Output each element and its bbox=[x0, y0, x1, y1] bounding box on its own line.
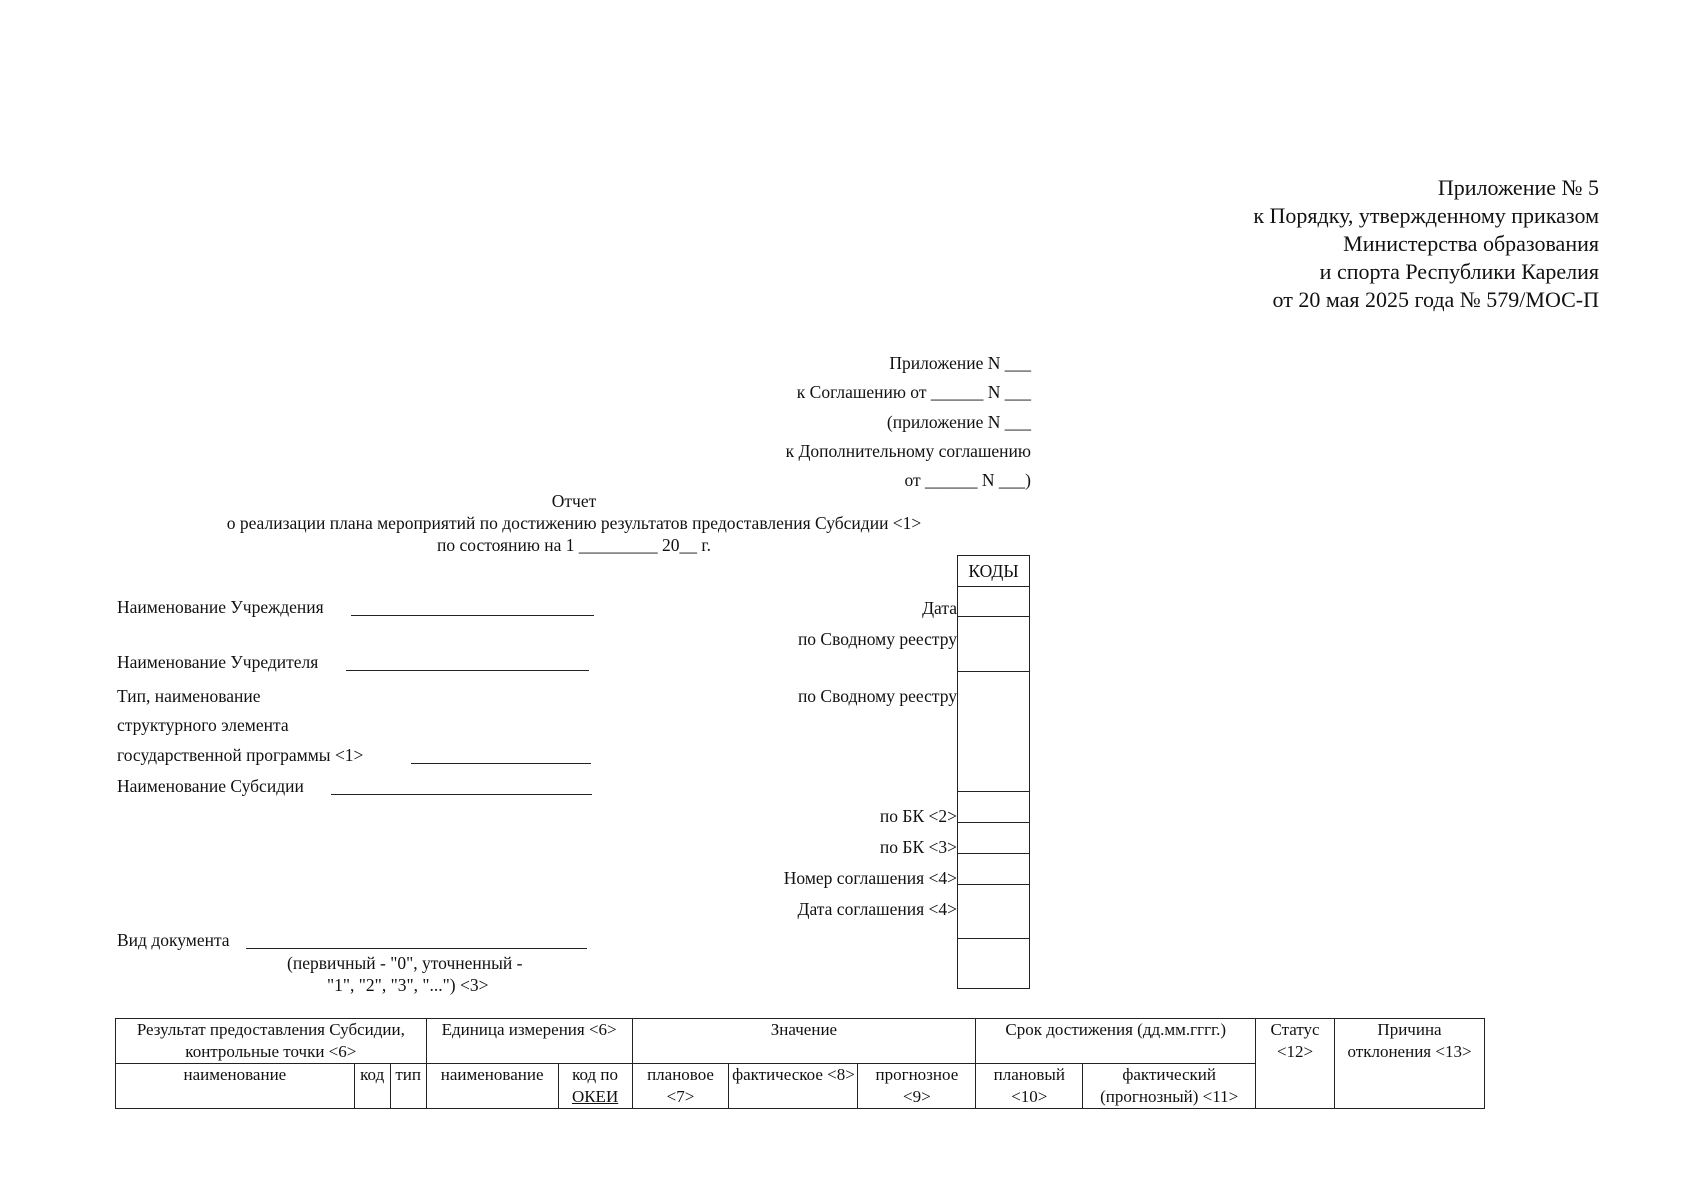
subheader-fact: фактическое <8> bbox=[729, 1064, 858, 1109]
header-result: Результат предоставления Субсидии, контрольные точки <6> bbox=[116, 1019, 427, 1064]
code-label-agreement-number: Номер соглашения <4> bbox=[783, 868, 957, 888]
subheader-name: наименование bbox=[116, 1064, 355, 1109]
founder-field[interactable] bbox=[346, 670, 589, 671]
approval-line: к Порядку, утвержденному приказом bbox=[1253, 203, 1599, 228]
code-label-registry-2: по Сводному реестру bbox=[797, 686, 957, 706]
codes-divider bbox=[958, 586, 1029, 587]
institution-field[interactable] bbox=[351, 615, 594, 616]
codes-box bbox=[957, 555, 1030, 989]
subheader-fact-date: фактический (прогнозный) <11> bbox=[1083, 1064, 1256, 1109]
okei-link[interactable]: ОКЕИ bbox=[571, 1087, 619, 1106]
subheader-okei-prefix: код по bbox=[572, 1065, 619, 1084]
codes-divider bbox=[958, 822, 1029, 823]
code-label-agreement-date: Дата соглашения <4> bbox=[797, 899, 957, 919]
approval-line: Министерства образования bbox=[1343, 231, 1599, 256]
program-type-label-3: государственной программы <1> bbox=[117, 745, 364, 765]
codes-header: КОДЫ bbox=[968, 561, 1019, 581]
header-unit: Единица измерения <6> bbox=[426, 1019, 632, 1064]
codes-divider bbox=[958, 884, 1029, 885]
appendix-line: к Соглашению от ______ N ___ bbox=[796, 382, 1031, 403]
approval-line: от 20 мая 2025 года № 579/МОС-П bbox=[1272, 287, 1599, 312]
table-header-row bbox=[116, 1019, 1485, 1064]
code-label-bk2: по БК <2> bbox=[879, 806, 957, 826]
doc-type-note-1: (первичный - "0", уточненный - bbox=[287, 953, 523, 973]
header-reason: Причина отклонения <13> bbox=[1335, 1019, 1485, 1109]
header-status: Статус <12> bbox=[1256, 1019, 1335, 1109]
code-label-date: Дата bbox=[922, 598, 957, 618]
subheader-code: код bbox=[354, 1064, 390, 1109]
appendix-line: (приложение N ___ bbox=[886, 411, 1031, 432]
doc-type-note-2: "1", "2", "3", "...") <3> bbox=[327, 975, 489, 995]
report-title-line2: о реализации плана мероприятий по достижению результатов предоставления Субсидии <1> bbox=[226, 513, 922, 533]
header-deadline: Срок достижения (дд.мм.гггг.) bbox=[976, 1019, 1256, 1064]
appendix-line: к Дополнительному соглашению bbox=[785, 440, 1031, 461]
program-type-label-1: Тип, наименование bbox=[117, 686, 261, 706]
subsidy-field[interactable] bbox=[331, 794, 592, 795]
appendix-block bbox=[786, 349, 1031, 495]
subheader-forecast: прогнозное <9> bbox=[858, 1064, 976, 1109]
program-type-field[interactable] bbox=[411, 763, 591, 764]
code-label-bk3: по БК <3> bbox=[879, 837, 957, 857]
report-title-line1: Отчет bbox=[551, 491, 597, 511]
codes-divider bbox=[958, 853, 1029, 854]
codes-divider bbox=[958, 938, 1029, 939]
approval-block bbox=[1253, 174, 1599, 314]
founder-label: Наименование Учредителя bbox=[117, 652, 319, 672]
doc-type-field[interactable] bbox=[246, 948, 587, 949]
subheader-okei bbox=[558, 1064, 632, 1109]
subheader-type: тип bbox=[390, 1064, 426, 1109]
doc-type-label: Вид документа bbox=[117, 930, 230, 950]
subheader-unit-name: наименование bbox=[426, 1064, 558, 1109]
approval-line: Приложение № 5 bbox=[1437, 175, 1599, 200]
subheader-plan: плановое <7> bbox=[632, 1064, 729, 1109]
codes-divider bbox=[958, 671, 1029, 672]
report-title bbox=[110, 490, 1038, 556]
subsidy-label: Наименование Субсидии bbox=[117, 776, 304, 796]
appendix-line: от ______ N ___) bbox=[904, 470, 1031, 491]
codes-divider bbox=[958, 791, 1029, 792]
report-title-line3: по состоянию на 1 _________ 20__ г. bbox=[437, 535, 711, 555]
results-table bbox=[115, 1018, 1485, 1109]
appendix-line: Приложение N ___ bbox=[889, 353, 1031, 373]
code-label-registry-1: по Сводному реестру bbox=[797, 629, 957, 649]
codes-divider bbox=[958, 616, 1029, 617]
institution-label: Наименование Учреждения bbox=[117, 597, 324, 617]
subheader-plan-date: плановый <10> bbox=[976, 1064, 1083, 1109]
approval-line: и спорта Республики Карелия bbox=[1319, 259, 1599, 284]
header-value: Значение bbox=[632, 1019, 976, 1064]
program-type-label-2: структурного элемента bbox=[117, 715, 289, 735]
